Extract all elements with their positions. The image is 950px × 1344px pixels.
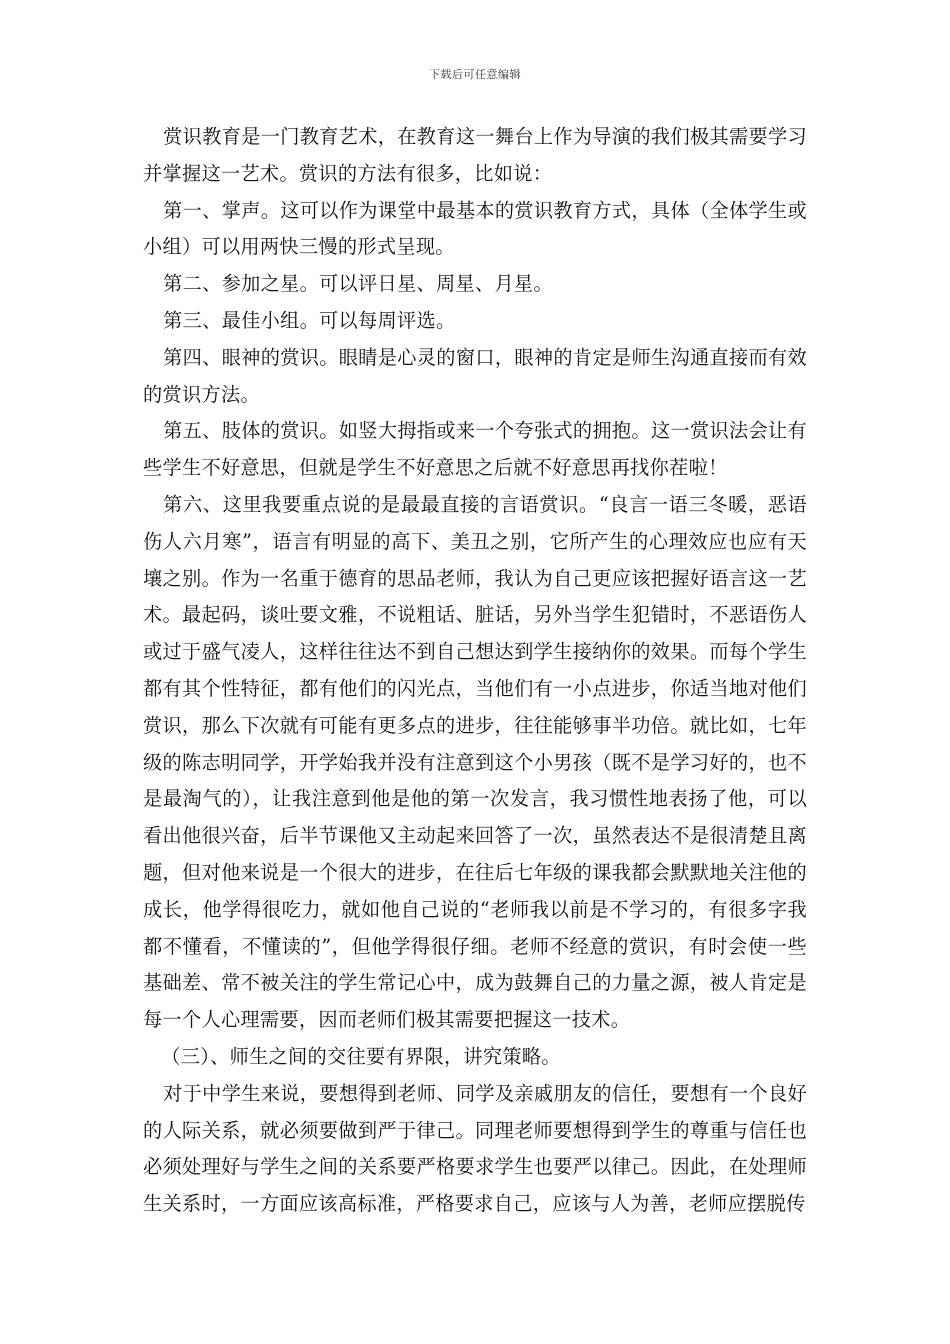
paragraph-method-5: 第五、肢体的赏识。如竖大拇指或来一个夸张式的拥抱。这一赏识法会让有些学生不好意思，但就是学生不好意思之后就不好意思再找你茬啦！ [143, 419, 807, 480]
paragraph-method-4: 第四、眼神的赏识。眼睛是心灵的窗口，眼神的肯定是师生沟通直接而有效的赏识方法。 [143, 345, 807, 406]
paragraph-section-3: 对于中学生来说，要想得到老师、同学及亲戚朋友的信任，要想有一个良好的人际关系，就必须要做到严于律己。同理老师要想得到学生的尊重与信任也必须处理好与学生之间的关系要严格要求学生也要严以律己。因此，在处理师生关系时，一方面应该高标准，严格要求自己，应该与人为善，老师应摆脱传 [143, 1081, 807, 1216]
paragraph-method-1: 第一、掌声。这可以作为课堂中最基本的赏识教育方式，具体（全体学生或小组）可以用两快三慢的形式呈现。 [143, 198, 807, 259]
paragraph-method-3: 第三、最佳小组。可以每周评选。 [163, 308, 456, 332]
paragraph-method-6: 第六、这里我要重点说的是最最直接的言语赏识。“良言一语三冬暖，恶语伤人六月寒”，语言有明显的高下、美丑之别，它所产生的心理效应也应有天壤之别。作为一名重于德育的思品老师，我认为自己更应该把握好语言这一艺术。最起码，谈吐要文雅，不说粗话、脏话，另外当学生犯错时，不恶语伤人或过于盛气凌人，这样往往达不到自己想达到学生接纳你的效果。而每个学生都有其个性特征，都有他们的闪光点，当他们有一小点进步，你适当地对他们赏识，那么下次就有可能有更多点的进步，往往能够事半功倍。就比如，七年级的陈志明同学，开学始我并没有注意到这个小男孩（既不是学习好的，也不是最淘气的），让我注意到他是他的第一次发言，我习惯性地表扬了他，可以看出他很兴奋，后半节课他又主动起来回答了一次，虽然表达不是很清楚且离题，但对他来说是一个很大的进步，在往后七年级的课我都会默默地关注他的成长，他学得很吃力，就如他自己说的“老师我以前是不学习的，有很多字我都不懂看，不懂读的”，但他学得很仔细。老师不经意的赏识，有时会使一些基础差、常不被关注的学生常记心中，成为鼓舞自己的力量之源，被人肯定是每一个人心理需要，因而老师们极其需要把握这一技术。 [143, 492, 807, 1032]
page-header: 下载后可任意编辑 [429, 68, 521, 81]
section-heading-3: （三）、师生之间的交往要有界限，讲究策略。 [161, 1044, 561, 1068]
paragraph-method-2: 第二、参加之星。可以评日星、周星、月星。 [163, 272, 553, 296]
paragraph-intro: 赏识教育是一门教育艺术，在教育这一舞台上作为导演的我们极其需要学习并掌握这一艺术。赏识的方法有很多，比如说： [143, 125, 807, 185]
document-body [143, 119, 807, 1223]
